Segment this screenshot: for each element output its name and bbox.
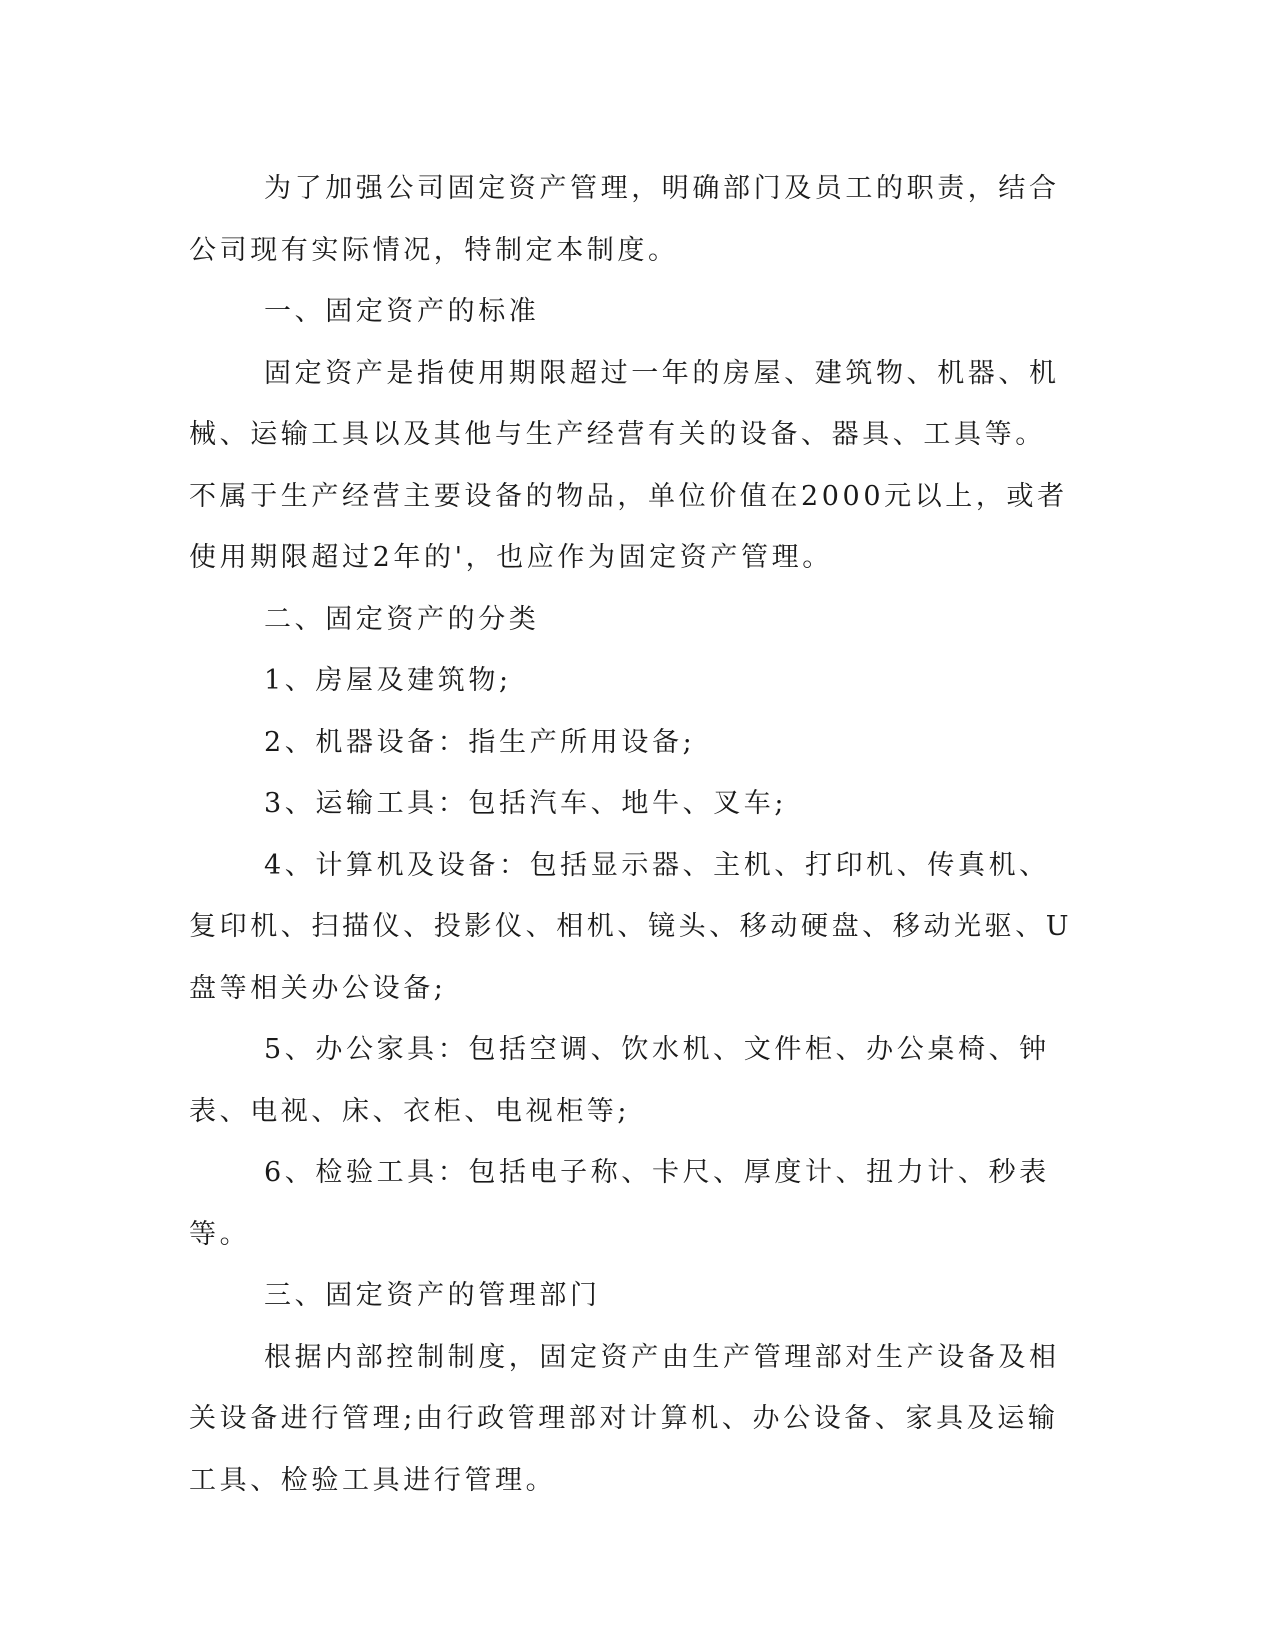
document-body [189, 158, 1074, 1511]
section-heading-standard: 一、固定资产的标准 [264, 296, 540, 327]
list-item: 4、计算机及设备：包括显示器、主机、打印机、传真机、复印机、扫描仪、投影仪、相机、镜头、移动硬盘、移动光驱、U盘等相关办公设备; [189, 849, 1073, 1004]
section-heading-management: 三、固定资产的管理部门 [264, 1280, 601, 1311]
section-heading-classification: 二、固定资产的分类 [264, 603, 540, 635]
standard-paragraph: 固定资产是指使用期限超过一年的房屋、建筑物、机器、机械、运输工具以及其他与生产经营有关的设备、器具、工具等。不属于生产经营主要设备的物品，单位价值在2000元以上，或者使用期限超过2年的'，也应作为固定资产管理。 [189, 357, 1068, 573]
list-item: 2、机器设备：指生产所用设备; [264, 726, 696, 758]
list-item: 6、检验工具：包括电子称、卡尺、厚度计、扭力计、秒表等。 [189, 1157, 1050, 1250]
intro-paragraph: 为了加强公司固定资产管理，明确部门及员工的职责，结合公司现有实际情况，特制定本制度。 [189, 173, 1060, 266]
list-item: 1、房屋及建筑物; [264, 665, 512, 696]
list-item: 5、办公家具：包括空调、饮水机、文件柜、办公桌椅、钟表、电视、床、衣柜、电视柜等; [189, 1034, 1050, 1127]
list-item: 3、运输工具：包括汽车、地牛、叉车; [264, 788, 788, 819]
management-paragraph: 根据内部控制制度，固定资产由生产管理部对生产设备及相关设备进行管理;由行政管理部对计算机、办公设备、家具及运输工具、检验工具进行管理。 [189, 1341, 1060, 1496]
